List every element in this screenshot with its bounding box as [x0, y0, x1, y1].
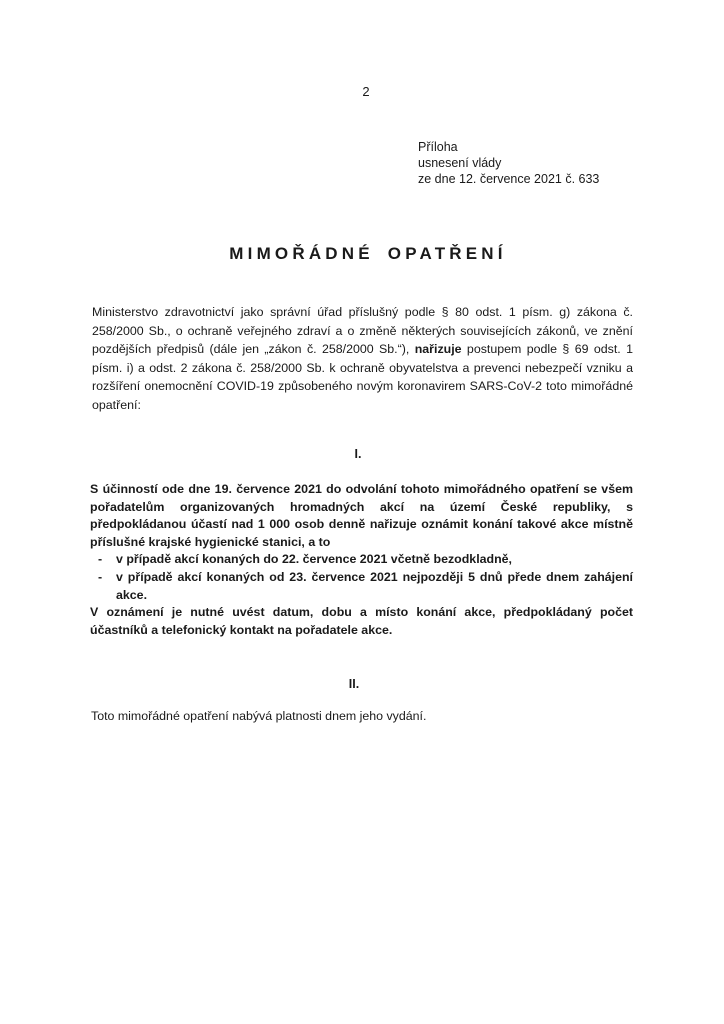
- list-item: [90, 569, 633, 604]
- title-word-1: MIMOŘÁDNÉ: [229, 244, 374, 263]
- title-word-2: OPATŘENÍ: [387, 244, 507, 263]
- preamble-paragraph: [92, 303, 633, 415]
- bullet-dash: -: [98, 552, 103, 567]
- section-2-text: Toto mimořádné opatření nabývá platnosti dnem jeho vydání.: [91, 709, 427, 723]
- section-1-list: [90, 551, 633, 604]
- list-item: [90, 551, 633, 569]
- list-item-text: v případě akcí konaných do 22. července 2021 včetně bezodkladně,: [116, 552, 512, 567]
- document-title: [6, 244, 724, 264]
- attachment-date: ze dne 12. července 2021 č. 633: [418, 172, 600, 186]
- preamble-order-verb: nařizuje: [414, 342, 462, 357]
- list-item-text: v případě akcí konaných od 23. července 2021 nejpozději 5 dnů přede dnem zahájení akce.: [116, 569, 633, 602]
- section-1-body: [90, 481, 633, 639]
- attachment-header: [418, 139, 599, 187]
- page-number: 2: [362, 84, 370, 99]
- preamble-text-2: postupem podle § 69 odst. 1 písm. i) a odst. 2 zákona č. 258/2000 Sb. k ochraně obyvatelstva a prevenci nebezpečí vzniku a rozšíření onemocnění COVID-19 způsobeného novým koronavirem SARS-CoV-2 toto mimořádné opatření:: [92, 342, 633, 412]
- section-1-heading: I.: [354, 447, 362, 461]
- section-2-heading: II.: [348, 677, 360, 691]
- section-1-outro: V oznámení je nutné uvést datum, dobu a místo konání akce, předpokládaný počet účastníků a telefonický kontakt na pořadatele akce.: [90, 605, 633, 637]
- preamble-text-1: Ministerstvo zdravotnictví jako správní úřad příslušný podle § 80 odst. 1 písm. g) zákona č. 258/2000 Sb., o ochraně veřejného zdraví a o změně některých souvisejících zákonů, ve znění pozdějších předpisů (dále jen „zákon č. 258/2000 Sb.“),: [92, 305, 633, 357]
- bullet-dash: -: [98, 569, 103, 584]
- section-1-intro: S účinností ode dne 19. července 2021 do odvolání tohoto mimořádného opatření se všem pořadatelům organizovaných hromadných akcí na území České republiky, s předpokládanou účastí nad 1 000 osob denně nařizuje oznámit konání takové akce místně příslušné krajské hygienické stanici, a to: [90, 482, 633, 549]
- attachment-resolution: usnesení vlády: [418, 156, 502, 170]
- attachment-label: Příloha: [418, 140, 458, 154]
